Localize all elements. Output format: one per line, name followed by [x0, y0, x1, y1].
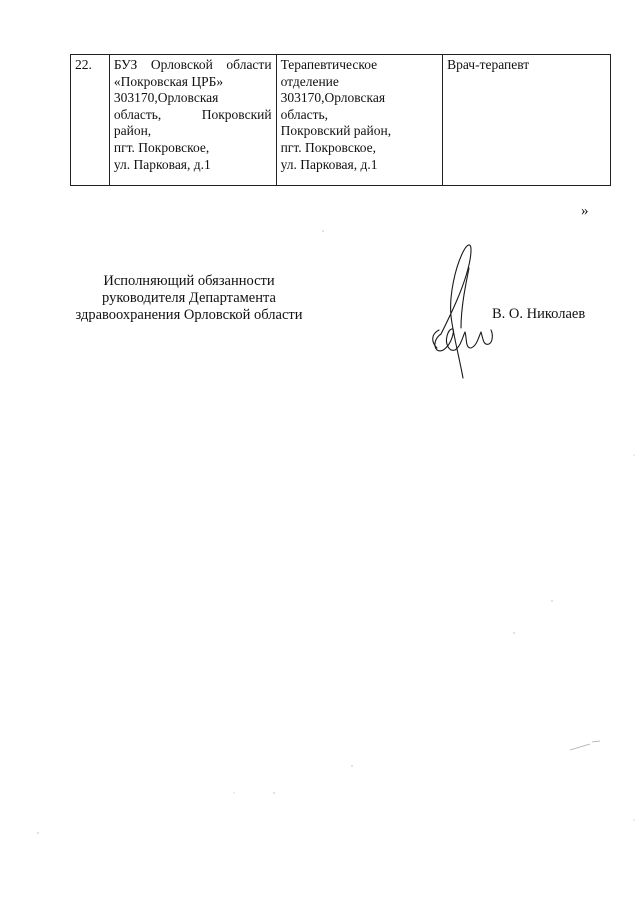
- organization-line-6: пгт. Покровское,: [113, 139, 210, 155]
- department-line-1: Терапевтическое: [280, 57, 378, 72]
- department-line-5: Покровский район,: [280, 123, 392, 139]
- signer-title-line-2: руководителя Департамента: [102, 290, 276, 306]
- department-line-7: ул. Парковая, д.1: [280, 156, 378, 172]
- row-number: 22.: [75, 57, 92, 72]
- organization-line-4: область, Покровский: [113, 106, 272, 122]
- department-line-3: 303170,Орловская: [280, 90, 386, 106]
- organization-line-5: район,: [113, 123, 152, 139]
- signer-title-line-1: Исполняющий обязанности: [103, 273, 275, 289]
- organization-line-7: ул. Парковая, д.1: [113, 156, 211, 172]
- organization-line-2: «Покровская ЦРБ»: [113, 73, 224, 89]
- signer-name: В. О. Николаев: [492, 306, 586, 322]
- signer-title-line-3: здравоохранения Орловской области: [75, 307, 303, 323]
- organization-line-3: 303170,Орловская: [113, 90, 219, 106]
- department-line-6: пгт. Покровское,: [280, 139, 376, 155]
- department-line-4: область,: [280, 106, 329, 122]
- organization-line-1: БУЗ Орловской области: [113, 57, 272, 72]
- position-title: Врач-терапевт: [447, 57, 530, 72]
- department-line-2: отделение: [280, 73, 339, 89]
- closing-quote: »: [581, 203, 589, 219]
